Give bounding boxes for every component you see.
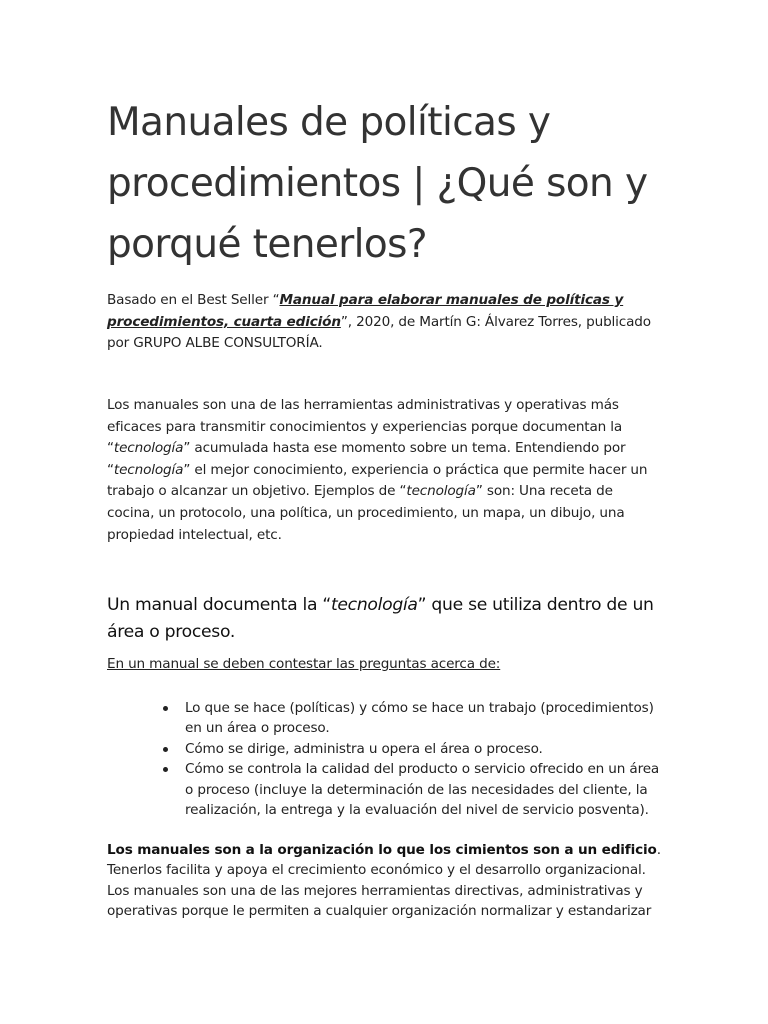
closing-paragraph <box>107 840 663 922</box>
heading-term: tecnología <box>330 595 418 615</box>
list-item <box>185 759 660 820</box>
body-part-3: ” el mejor conocimiento, experiencia o práctica que permite hacer un trabajo o alcanzar un objetivo. Ejemplos de “ <box>107 461 648 500</box>
body-part-2: ” acumulada hasta ese momento sobre un tema. Entendiendo por “ <box>107 440 626 478</box>
questions-intro: En un manual se deben contestar las preguntas acerca de: <box>107 656 501 672</box>
body-part-1: Los manuales son una de las herramientas administrativas y operativas más eficaces para transmitir conocimientos y experiencias porque documentan la “ <box>107 397 623 457</box>
section-heading <box>107 592 663 646</box>
body-part-4: ” son: Una receta de cocina, un protocolo, una política, un procedimiento, un mapa, un dibujo, una propiedad intelectual, etc. <box>107 483 625 543</box>
page-title: Manuales de políticas y procedimientos | ¿Qué son y porqué tenerlos? <box>107 100 648 267</box>
list-item <box>185 698 660 739</box>
body-paragraph <box>107 395 663 546</box>
list-item-text: Lo que se hace (políticas) y cómo se hace un trabajo (procedimientos) en un área o proceso. <box>185 700 654 737</box>
body-term-1: tecnología <box>113 440 184 457</box>
bullet-icon <box>163 747 168 752</box>
book-title-link[interactable]: Manual para elaborar manuales de políticas y procedimientos, cuarta edición <box>107 292 624 330</box>
heading-prefix: Un manual documenta la “ <box>107 595 331 615</box>
bullet-icon <box>163 767 168 772</box>
intro-suffix: ”, 2020, de Martín G: Álvarez Torres, publicado por GRUPO ALBE CONSULTORÍA. <box>107 313 651 352</box>
intro-paragraph <box>107 290 663 355</box>
body-term-2: tecnología <box>113 461 184 478</box>
intro-prefix: Basado en el Best Seller “ <box>107 292 280 308</box>
list-item-text: Cómo se controla la calidad del producto o servicio ofrecido en un área o proceso (incluye la determinación de las necesidades del cliente, la realización, la entrega y la evaluación del nivel de servicio posventa). <box>185 761 660 819</box>
closing-bold: Los manuales son a la organización lo que los cimientos son a un edificio <box>107 842 657 858</box>
list-item-text: Cómo se dirige, administra u opera el área o proceso. <box>185 740 543 757</box>
body-term-3: tecnología <box>406 483 476 500</box>
bullet-icon <box>163 706 168 711</box>
heading-suffix: ” que se utiliza dentro de un área o proceso. <box>107 595 654 642</box>
closing-rest: . Tenerlos facilita y apoya el crecimiento económico y el desarrollo organizacional. Los manuales son una de las mejores herramientas directivas, administrativas y operativas porque le permiten a cualquier organización normalizar y estandarizar <box>107 842 661 920</box>
list-item <box>185 739 660 759</box>
questions-list <box>185 698 660 820</box>
